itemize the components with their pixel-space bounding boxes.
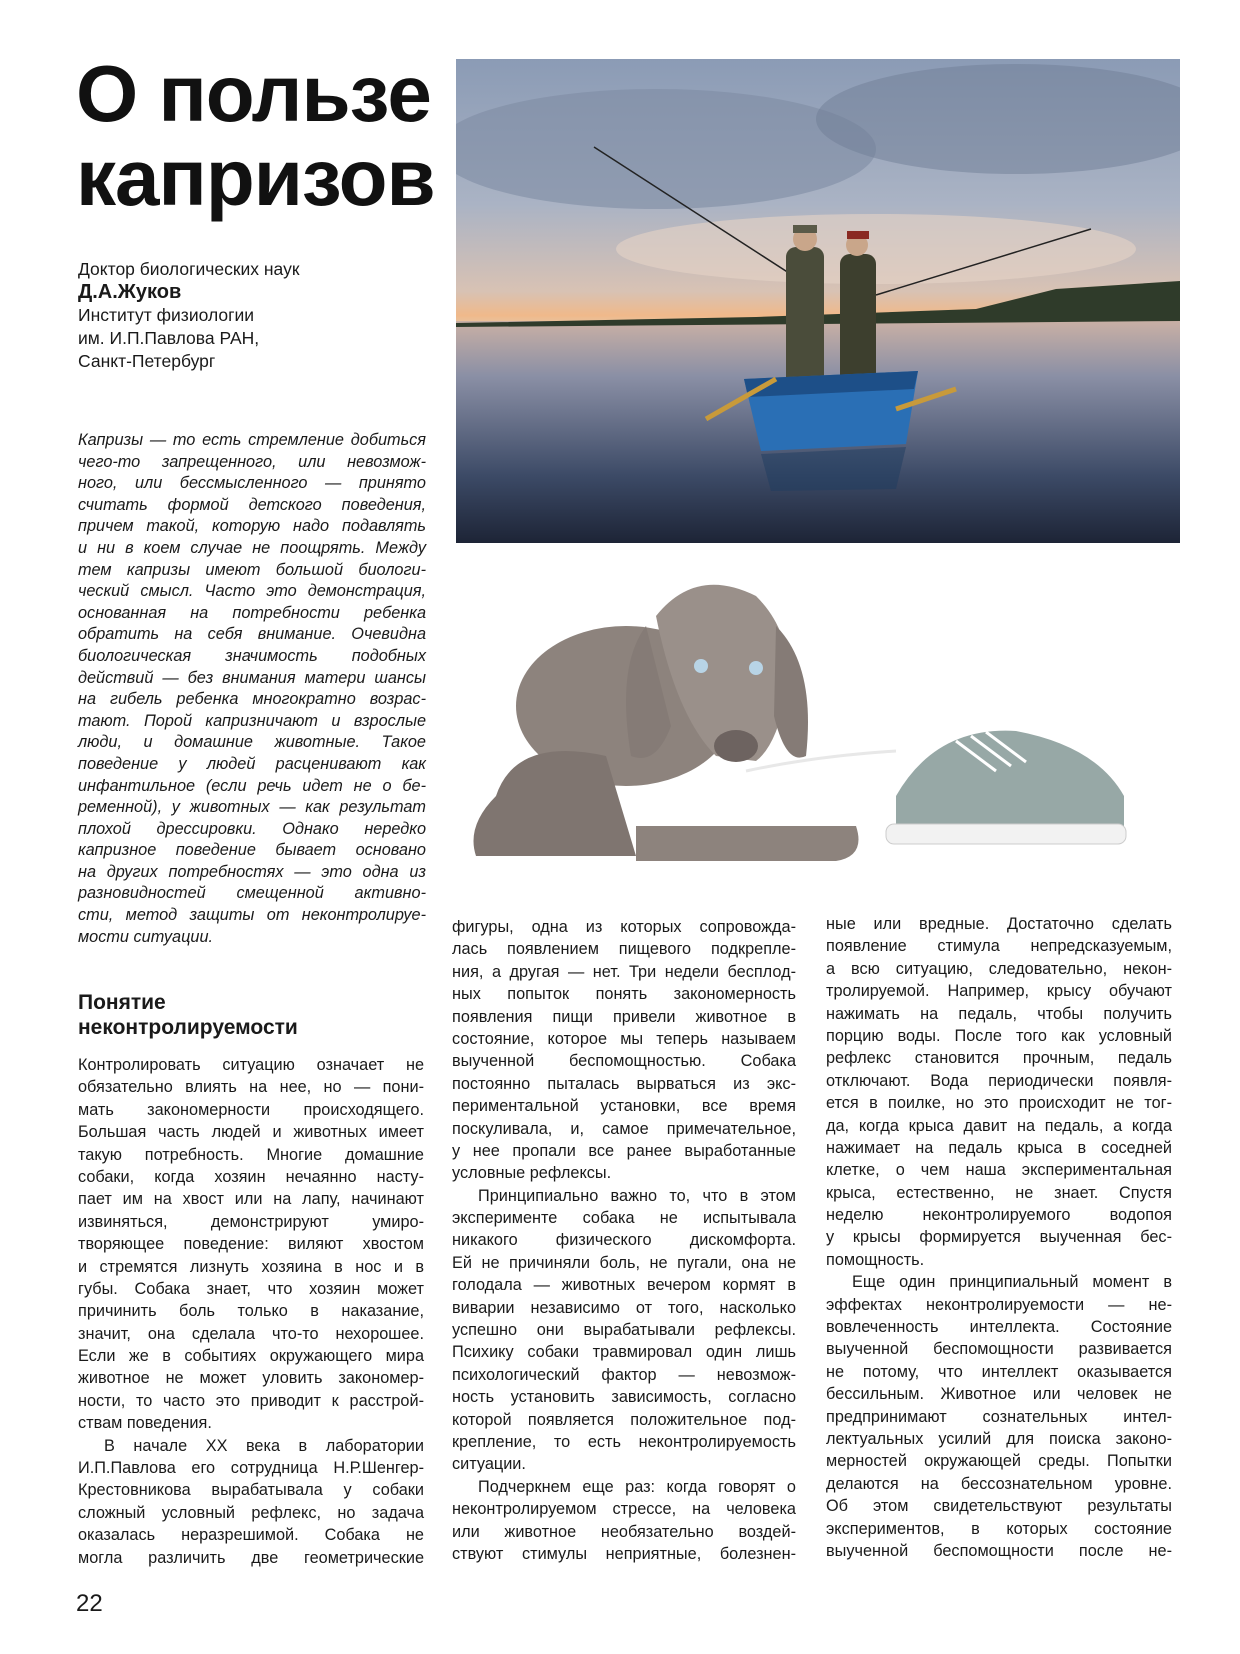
text-line: экспериментов, в которых состояние: [826, 1519, 1172, 1538]
text-line: ности, то часто это приводит к расстрой-: [78, 1391, 424, 1410]
text-line: могла различить две геометрические: [78, 1548, 424, 1567]
text-line: рефлекс становится прочным, педаль: [826, 1049, 1172, 1068]
text-line: ствам поведения.: [78, 1414, 212, 1433]
text-line: фигуры, одна из которых сопровожда-: [452, 918, 796, 936]
title-line: капризов: [76, 133, 435, 222]
text-line: порцию воды. После того как условный: [826, 1026, 1172, 1045]
text-line: пает им на хвост или на лапу, начинают: [78, 1190, 424, 1209]
intro-line: тают. Порой капризничают и взрослые: [78, 711, 426, 730]
text-line: ствуют стимулы неприятные, болезнен-: [452, 1544, 796, 1563]
text-line: причинить боль только в наказание,: [78, 1302, 424, 1321]
text-line: тролируемой. Например, крысу обучают: [826, 982, 1172, 1001]
intro-line: ного, или бессмысленного — принято: [78, 474, 426, 493]
text-line: собаки, когда хозяин нечаянно насту-: [78, 1167, 424, 1186]
text-line: Об этом свидетельствуют результаты: [826, 1497, 1172, 1516]
text-line: успешно они вырабатывали рефлексы.: [452, 1321, 796, 1340]
text-line: голодала — животных вечером кормят в: [452, 1276, 796, 1295]
body-column-middle: [452, 916, 796, 1565]
text-line: поскуливала, и, самое примечательное,: [452, 1119, 796, 1138]
text-line: крыса, естественно, не знает. Спустя: [826, 1183, 1172, 1202]
intro-line: биологическая значимость подобных: [78, 646, 426, 665]
text-line: неконтролируемом стрессе, на человека: [452, 1500, 796, 1519]
text-line: Еще один принципиальный момент в: [852, 1273, 1172, 1292]
text-line: отключают. Вода периодически появля-: [826, 1071, 1172, 1090]
text-line: предпринимают сознательных интел-: [826, 1407, 1172, 1426]
text-line: и стремятся лизнуть хозяина в нос и в: [78, 1257, 424, 1276]
text-line: которой появляется положительное под-: [452, 1410, 796, 1429]
text-line: Ей не причиняли боль, не пугали, она не: [452, 1253, 796, 1272]
heading-line: Понятие: [78, 991, 166, 1014]
text-line: творяющее поведение: виляют хвостом: [78, 1235, 424, 1254]
intro-line: капризное поведение бывает основано: [78, 841, 426, 860]
heading-line: неконтролируемости: [78, 1016, 298, 1039]
text-line: Большая часть людей и животных имеет: [78, 1123, 424, 1142]
text-line: эффектах неконтролируемости — не-: [826, 1295, 1172, 1314]
text-line: виварии независимо от того, насколько: [452, 1298, 796, 1317]
text-line: лась появлением пищевого подкрепле-: [452, 940, 796, 959]
intro-lead: [78, 430, 426, 948]
text-line: ных попыток понять закономерность: [452, 985, 796, 1004]
text-line: выученной беспомощностью. Собака: [452, 1052, 796, 1071]
intro-line: Капризы — то есть стремление добиться: [78, 431, 426, 449]
text-line: Принципиально важно то, что в этом: [478, 1186, 796, 1205]
intro-line: чего-то запрещенного, или невозмож-: [78, 452, 426, 471]
intro-line: и ни в коем случае не поощрять. Между: [78, 538, 426, 557]
text-line: постоянно пыталась вырваться из экс-: [452, 1074, 796, 1093]
text-line: лектуальных усилий для поиска законо-: [826, 1429, 1172, 1448]
text-line: у нее пропали все ранее выработанные: [452, 1141, 796, 1160]
text-line: Психику собаки травмировал один лишь: [452, 1343, 796, 1362]
text-line: И.П.Павлова его сотрудница Н.Р.Шенгер-: [78, 1459, 424, 1478]
intro-line: плохой дрессировки. Однако нередко: [78, 819, 426, 838]
text-line: появление стимула непредсказуемым,: [826, 937, 1172, 956]
intro-line: причем такой, которую надо подавлять: [78, 517, 426, 536]
text-line: Контролировать ситуацию означает не: [78, 1056, 424, 1074]
text-line: животное не может уловить закономер-: [78, 1369, 424, 1388]
text-line: неделю неконтролируемого водопоя: [826, 1206, 1172, 1225]
text-line: вовлеченность интеллекта. Состояние: [826, 1318, 1172, 1337]
fishermen-boat-photo: [456, 59, 1180, 543]
text-line: сложный условный рефлекс, но задача: [78, 1503, 424, 1522]
page-number: 22: [76, 1590, 103, 1617]
paragraph: [78, 1435, 424, 1569]
intro-line: действий — без внимания матери шансы: [78, 668, 426, 687]
intro-line: поведение у людей расценивают как: [78, 754, 426, 773]
text-line: клетке, о чем наша экспериментальная: [826, 1161, 1172, 1180]
text-line: мать закономерности происходящего.: [78, 1100, 424, 1119]
author-city: Санкт-Петербург: [78, 351, 216, 371]
text-line: ется в поилке, но это происходит не тог-: [826, 1094, 1172, 1113]
intro-line: сти, метод защиты от неконтролируе-: [78, 906, 426, 925]
text-line: Если же в событиях окружающего мира: [78, 1347, 424, 1366]
intro-line: люди, и домашние животные. Такое: [78, 733, 426, 752]
author-name: Д.А.Жуков: [78, 281, 182, 303]
author-institute: Институт физиологии: [78, 305, 255, 325]
text-line: никакого физического дискомфорта.: [452, 1231, 796, 1250]
text-line: психологический фактор — невозмож-: [452, 1365, 796, 1384]
text-line: нажимает на педаль крыса в соседней: [826, 1138, 1172, 1157]
paragraph: [452, 916, 796, 1185]
body-column-right: [826, 913, 1172, 1562]
paragraph: [452, 1476, 796, 1566]
puppy-with-sneaker-photo: [456, 556, 1130, 888]
text-line: выученной беспомощности после не-: [826, 1541, 1172, 1560]
text-line: выученной беспомощности развивается: [826, 1340, 1172, 1359]
text-line: оказалась неразрешимой. Собака не: [78, 1526, 424, 1545]
paragraph: [452, 1185, 796, 1476]
text-line: значит, она сделала что-то нехорошее.: [78, 1324, 424, 1343]
text-line: В начале XX века в лаборатории: [104, 1436, 424, 1455]
text-line: нажимать на педаль, чтобы получить: [826, 1004, 1172, 1023]
intro-line: основанная на потребности ребенка: [78, 603, 426, 622]
intro-line: разновидностей смещенной активно-: [78, 884, 426, 903]
intro-line: на гибель ребенка многократно возрас-: [78, 690, 426, 709]
text-line: у крысы формируется выученная бес-: [826, 1228, 1172, 1247]
text-line: Крестовникова вырабатывала у собаки: [78, 1481, 424, 1500]
text-line: помощность.: [826, 1250, 925, 1269]
text-line: ные или вредные. Достаточно сделать: [826, 915, 1172, 933]
intro-line: инфантильное (если речь идет не о бе-: [78, 776, 426, 795]
text-line: состояние, которое мы теперь называем: [452, 1029, 796, 1048]
text-line: а всю ситуацию, следовательно, некон-: [826, 959, 1172, 978]
paragraph: [826, 913, 1172, 1271]
text-line: эксперименте собака не испытывала: [452, 1209, 796, 1228]
text-line: не потому, что интеллект оказывается: [826, 1362, 1172, 1381]
text-line: условные рефлексы.: [452, 1164, 612, 1183]
text-line: да, когда крыса давит на педаль, а когда: [826, 1116, 1172, 1135]
text-line: извиняться, демонстрируют умиро-: [78, 1212, 424, 1231]
intro-line: считать формой детского поведения,: [78, 495, 426, 514]
text-line: обязательно влиять на нее, но — пони-: [78, 1078, 424, 1097]
intro-line: ременной), у животных — как результат: [78, 798, 426, 817]
section-heading: [78, 990, 298, 1040]
text-line: бессильным. Животное или человек не: [826, 1385, 1172, 1404]
intro-line: обратить на себя внимание. Очевидна: [78, 625, 426, 644]
article-title: [76, 49, 435, 222]
text-line: крепление, то есть неконтролируемость: [452, 1432, 796, 1451]
author-institute: им. И.П.Павлова РАН,: [78, 328, 260, 348]
paragraph: [78, 1054, 424, 1435]
author-degree: Доктор биологических наук: [78, 259, 300, 279]
paragraph: [826, 1271, 1172, 1562]
text-line: губы. Собака знает, что хозяин может: [78, 1279, 424, 1298]
text-line: делаются на бессознательном уровне.: [826, 1474, 1172, 1493]
text-line: Подчеркнем еще раз: когда говорят о: [478, 1477, 796, 1496]
intro-line: мости ситуации.: [78, 927, 214, 946]
byline: [78, 258, 299, 373]
text-line: ность установить зависимость, согласно: [452, 1388, 796, 1407]
intro-line: тем капризы имеют большой биологи-: [78, 560, 426, 579]
text-line: или животное необязательно воздей-: [452, 1522, 796, 1541]
text-line: мерностей окружающей среды. Попытки: [826, 1452, 1172, 1471]
text-line: ситуации.: [452, 1455, 526, 1474]
text-line: периментальной установки, все время: [452, 1097, 796, 1116]
text-line: ния, а другая — нет. Три недели бесплод-: [452, 962, 796, 981]
text-line: появления пищи привели животное в: [452, 1007, 796, 1026]
body-column-left: [78, 1054, 424, 1569]
title-line: О пользе: [76, 49, 431, 138]
intro-line: на других потребностях — это одна из: [78, 862, 426, 881]
text-line: такую потребность. Многие домашние: [78, 1145, 424, 1164]
intro-line: ческий смысл. Часто это демонстрация,: [78, 582, 426, 601]
